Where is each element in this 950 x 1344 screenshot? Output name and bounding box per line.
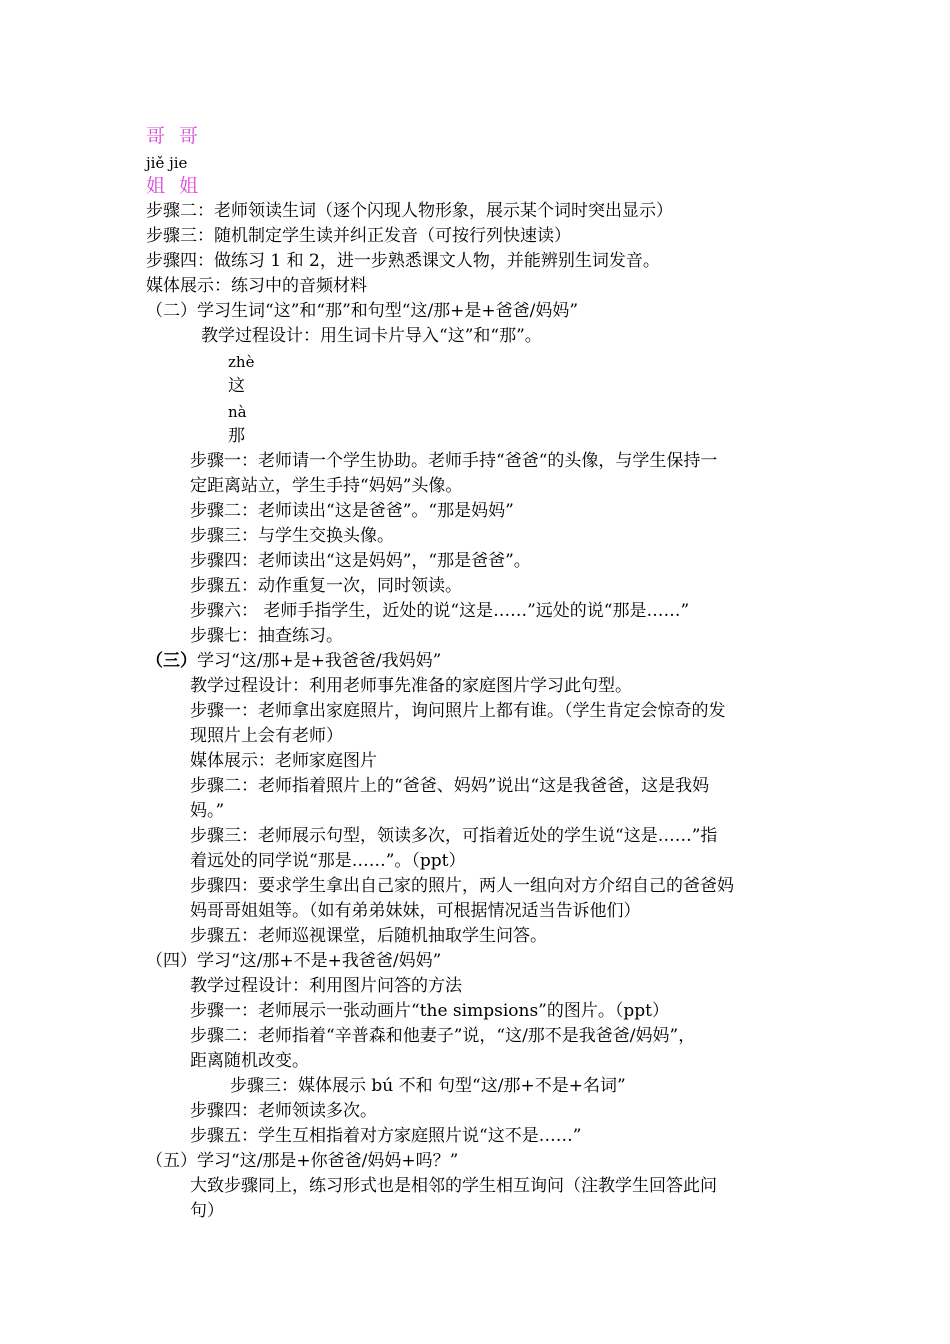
media-line: 媒体展示：练习中的音频材料 <box>146 276 367 296</box>
pinyin-zhe: zhè <box>228 353 255 371</box>
body-line: 大致步骤同上，练习形式也是相邻的学生相互询问（注教学生回答此问 <box>190 1176 717 1196</box>
step-line: 步骤三：老师展示句型，领读多次，可指着近处的学生说“这是……”指 <box>190 826 718 846</box>
step-line: 步骤二：老师指着“辛普森和他妻子”说，“这/那不是我爸爸/妈妈”， <box>190 1026 696 1046</box>
design-line: 教学过程设计：用生词卡片导入“这”和“那”。 <box>201 326 542 346</box>
vocab-jiejie: 姐 姐 <box>146 175 203 197</box>
step-line: 步骤三：媒体展示 bú 不和 句型“这/那+不是+名词” <box>230 1076 626 1096</box>
step-line: 步骤五：学生互相指着对方家庭照片说“这不是……” <box>190 1126 582 1146</box>
step-line: 步骤三：与学生交换头像。 <box>190 526 394 546</box>
section-heading-4: （四）学习“这/那+不是+我爸爸/妈妈” <box>146 951 442 971</box>
section-heading-5: （五）学习“这/那是+你爸爸/妈妈+吗？” <box>146 1151 459 1171</box>
step-line: 步骤三：随机制定学生读并纠正发音（可按行列快速读） <box>146 226 571 246</box>
design-line: 教学过程设计：利用图片问答的方法 <box>190 976 462 996</box>
step-line: 步骤一：老师展示一张动画片“the simpsions”的图片。（ppt） <box>190 1001 669 1021</box>
step-line: 步骤四：做练习 1 和 2，进一步熟悉课文人物，并能辨别生词发音。 <box>146 251 660 271</box>
step-line: 定距离站立，学生手持“妈妈”头像。 <box>190 476 463 496</box>
step-line: 步骤一：老师请一个学生协助。老师手持“爸爸“的头像，与学生保持一 <box>190 451 718 471</box>
design-line: 教学过程设计：利用老师事先准备的家庭图片学习此句型。 <box>190 676 632 696</box>
step-line: 现照片上会有老师） <box>190 726 343 746</box>
step-line: 步骤六： 老师手指学生，近处的说“这是……”远处的说“那是……” <box>190 601 690 621</box>
step-line: 着远处的同学说“那是……”。（ppt） <box>190 851 466 871</box>
section-heading-3 <box>146 649 441 674</box>
media-line: 媒体展示：老师家庭图片 <box>190 751 377 771</box>
step-line: 距离随机改变。 <box>190 1051 309 1071</box>
step-line: 步骤二：老师指着照片上的“爸爸、妈妈”说出“这是我爸爸，这是我妈 <box>190 776 710 796</box>
char-zhe: 这 <box>228 376 245 396</box>
step-line: 步骤四：老师领读多次。 <box>190 1101 377 1121</box>
step-line: 步骤五：动作重复一次，同时领读。 <box>190 576 462 596</box>
step-line: 妈。” <box>190 801 225 821</box>
section-number: （三） <box>146 651 197 671</box>
pinyin-jiejie: jiě jie <box>146 154 188 172</box>
step-line: 步骤五：老师巡视课堂，后随机抽取学生问答。 <box>190 926 547 946</box>
pinyin-na: nà <box>228 403 247 421</box>
step-line: 步骤四：老师读出“这是妈妈”，“那是爸爸”。 <box>190 551 531 571</box>
step-line: 步骤二：老师读出“这是爸爸”。“那是妈妈” <box>190 501 514 521</box>
step-line: 步骤四：要求学生拿出自己家的照片，两人一组向对方介绍自己的爸爸妈 <box>190 876 734 896</box>
vocab-gege: 哥 哥 <box>146 125 203 147</box>
body-line: 句） <box>190 1201 224 1221</box>
section-heading-2: （二）学习生词“这”和“那”和句型“这/那+是+爸爸/妈妈” <box>146 301 579 321</box>
step-line: 步骤七：抽查练习。 <box>190 626 343 646</box>
step-line: 步骤二：老师领读生词（逐个闪现人物形象，展示某个词时突出显示） <box>146 201 673 221</box>
step-line: 妈哥哥姐姐等。（如有弟弟妹妹，可根据情况适当告诉他们） <box>190 901 641 921</box>
char-na: 那 <box>228 426 245 446</box>
section-title: 学习“这/那+是+我爸爸/我妈妈” <box>197 651 442 671</box>
step-line: 步骤一：老师拿出家庭照片，询问照片上都有谁。（学生肯定会惊奇的发 <box>190 701 726 721</box>
